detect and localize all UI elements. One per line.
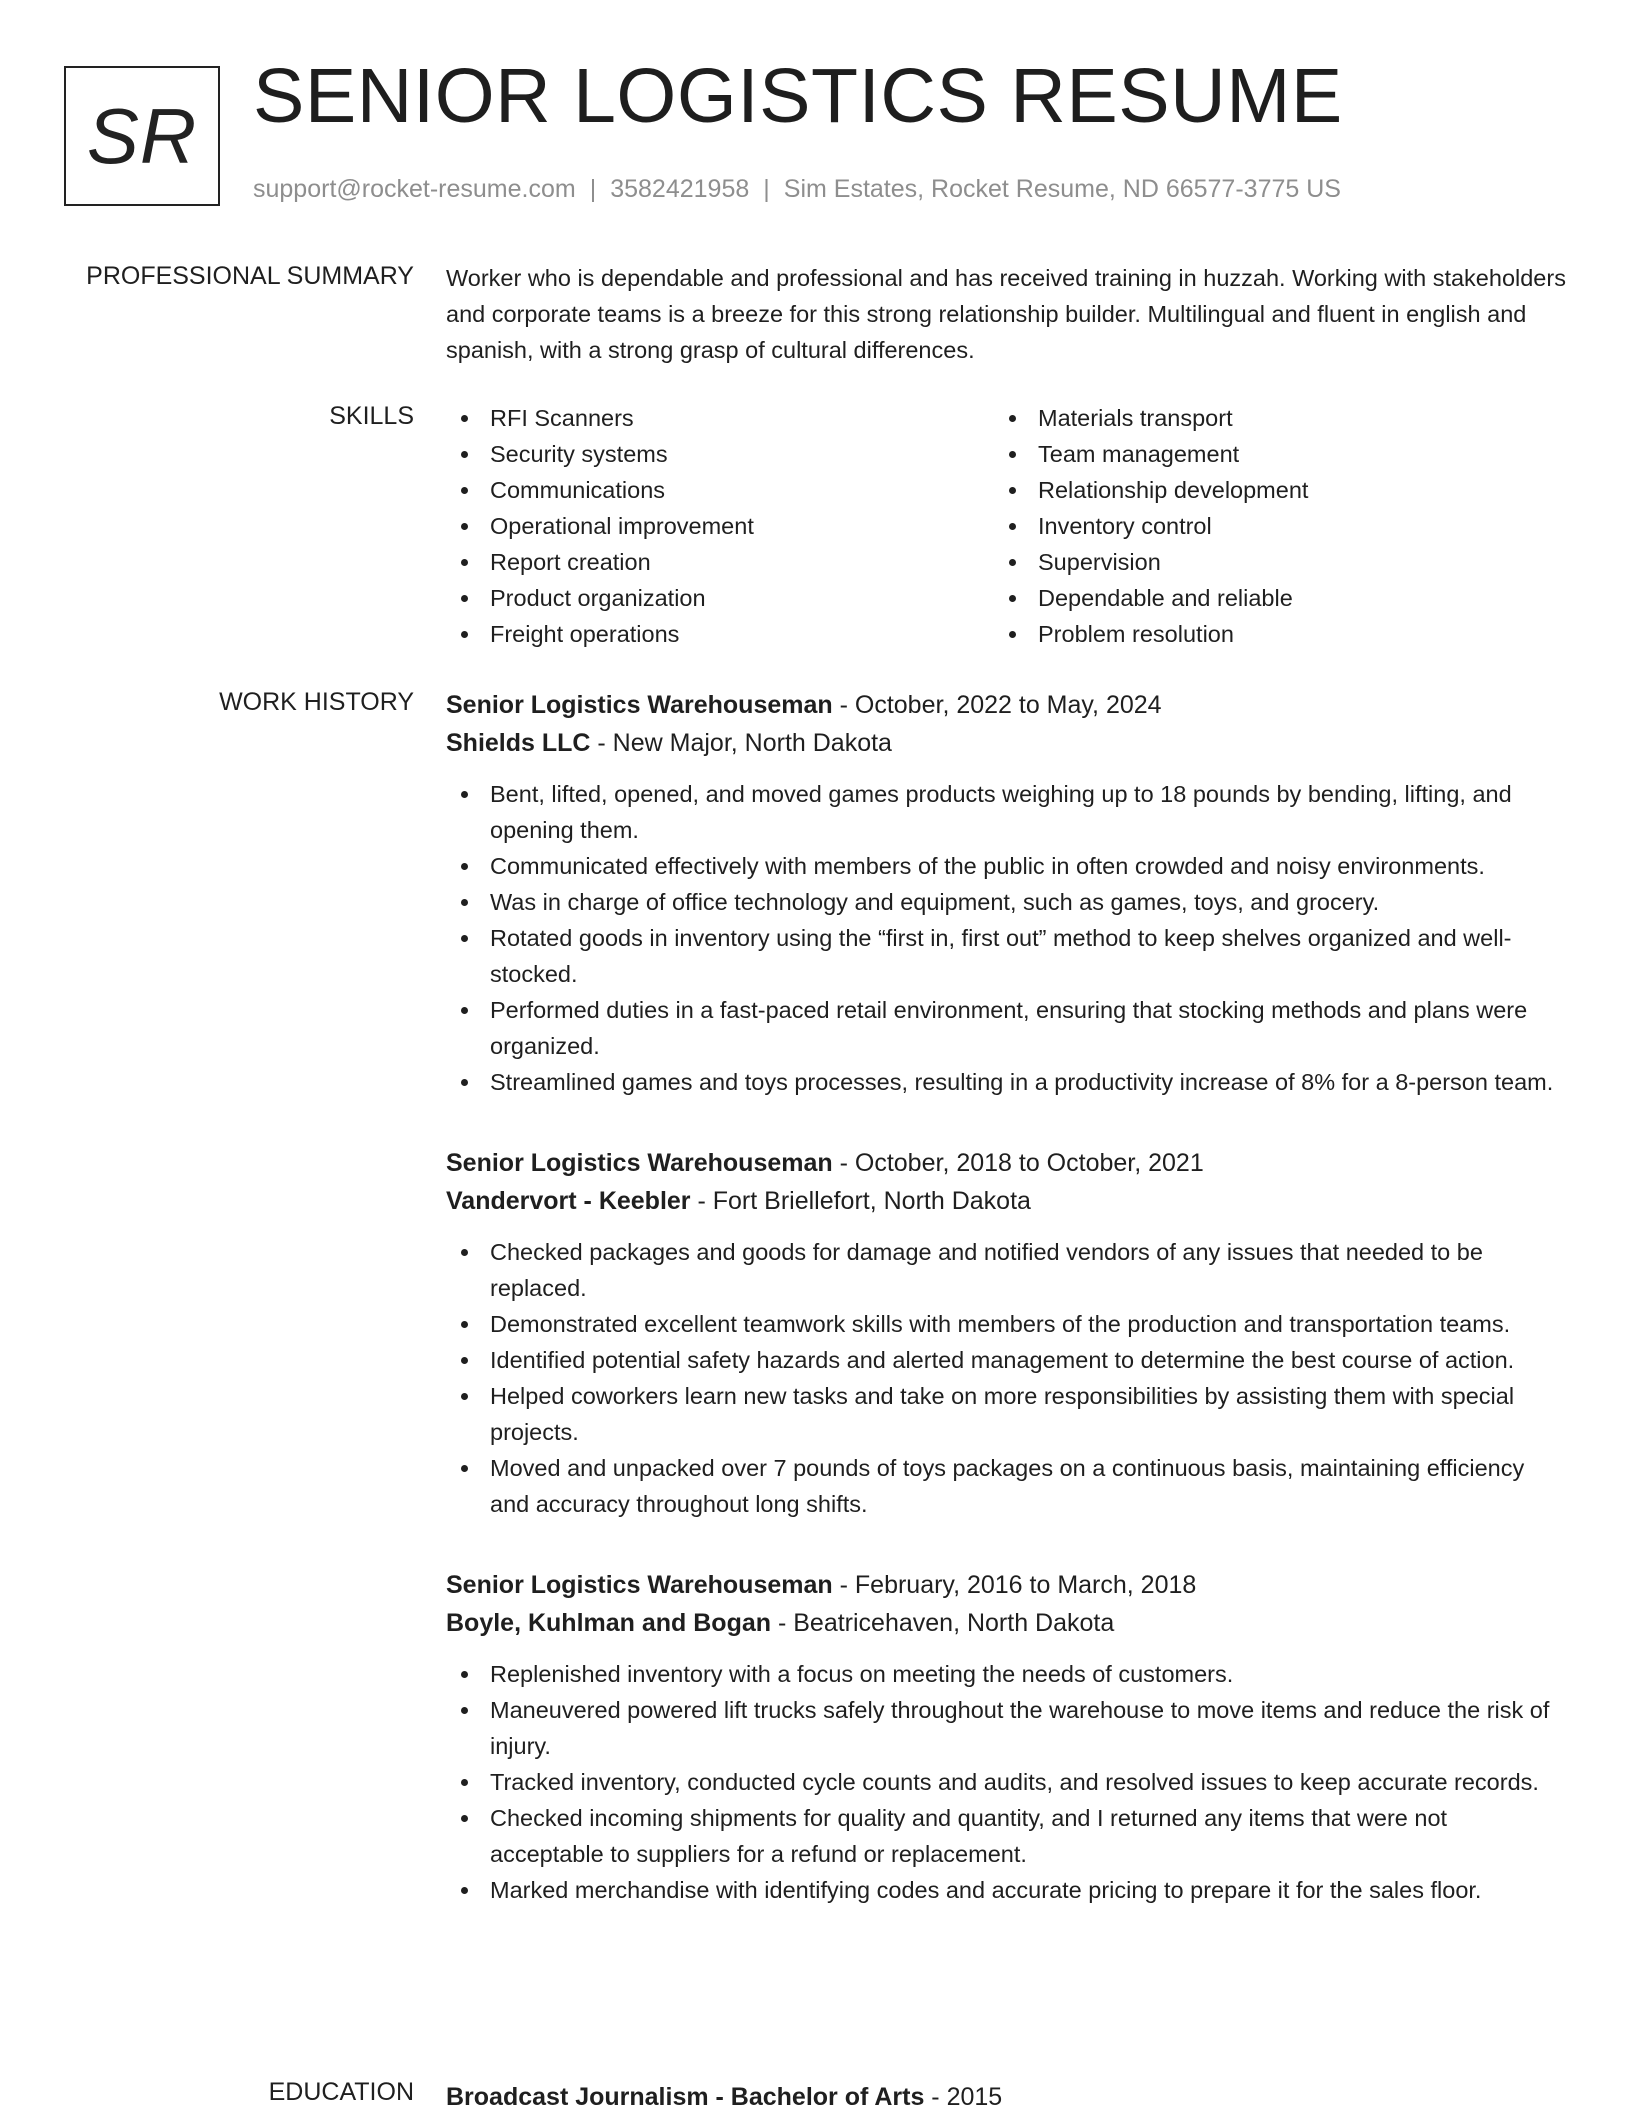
summary-text: Worker who is dependable and professional and has received training in huzzah. Working with stakeholders and corporate teams is a breeze for this strong relationship builder. Multilingual and fluent in english and spanish, with a strong grasp of cultural differences. [446,265,1566,363]
skill-item: Communications [446,472,994,508]
job-entry [446,1144,1566,1522]
job-bullet: Streamlined games and toys processes, resulting in a productivity increase of 8% for a 8-person team. [446,1064,1566,1100]
resume-title: SENIOR LOGISTICS RESUME [253,53,1343,139]
job-entry [446,1566,1566,1908]
section-label-summary: PROFESSIONAL SUMMARY [86,262,414,290]
skill-item: Problem resolution [994,616,1542,652]
skills-columns [446,400,1566,652]
job-bullets [446,1656,1566,1908]
job-bullet: Identified potential safety hazards and alerted management to determine the best course of action. [446,1342,1566,1378]
work-history-body [446,686,1566,1952]
education-degree: Broadcast Journalism - Bachelor of Arts [446,2083,925,2111]
skills-body [446,400,1566,652]
skill-item: Supervision [994,544,1542,580]
job-bullet: Tracked inventory, conducted cycle counts and audits, and resolved issues to keep accurate records. [446,1764,1566,1800]
skill-item: Team management [994,436,1542,472]
job-bullet: Performed duties in a fast-paced retail environment, ensuring that stocking methods and plans were organized. [446,992,1566,1064]
section-label-education: EDUCATION [268,2078,414,2106]
job-company: Boyle, Kuhlman and Bogan [446,1609,772,1637]
skill-item: Operational improvement [446,508,994,544]
section-label-work: WORK HISTORY [219,688,414,716]
job-company-line [446,1182,1566,1220]
job-company-line [446,1604,1566,1642]
job-bullet: Was in charge of office technology and equipment, such as games, toys, and grocery. [446,884,1566,920]
monogram-logo: SR [64,66,220,206]
job-company: Vandervort - Keebler [446,1187,691,1215]
job-bullet: Bent, lifted, opened, and moved games products weighing up to 18 pounds by bending, lifting, and opening them. [446,776,1566,848]
job-title: Senior Logistics Warehouseman [446,1149,833,1177]
contact-phone[interactable]: 3582421958 [610,175,750,203]
job-bullet: Helped coworkers learn new tasks and take on more responsibilities by assisting them with special projects. [446,1378,1566,1450]
job-bullet: Moved and unpacked over 7 pounds of toys packages on a continuous basis, maintaining efficiency and accuracy throughout long shifts. [446,1450,1566,1522]
skill-item: Security systems [446,436,994,472]
job-bullet: Marked merchandise with identifying codes and accurate pricing to prepare it for the sales floor. [446,1872,1566,1908]
job-location: - Fort Briellefort, North Dakota [690,1187,1031,1215]
job-dates: - October, 2022 to May, 2024 [832,691,1162,719]
job-title: Senior Logistics Warehouseman [446,1571,833,1599]
job-bullet: Checked incoming shipments for quality and quantity, and I returned any items that were not acceptable to suppliers for a refund or replacement. [446,1800,1566,1872]
job-bullets [446,1234,1566,1522]
job-company: Shields LLC [446,729,591,757]
contact-email[interactable]: support@rocket-resume.com [253,175,576,203]
section-label-skills: SKILLS [329,402,414,430]
job-bullet: Demonstrated excellent teamwork skills with members of the production and transportation teams. [446,1306,1566,1342]
education-entry [446,2078,1566,2116]
job-title: Senior Logistics Warehouseman [446,691,833,719]
contact-address: Sim Estates, Rocket Resume, ND 66577-3775 US [783,175,1341,203]
contact-separator: | [589,175,597,203]
job-title-line [446,1144,1566,1182]
job-bullet: Replenished inventory with a focus on meeting the needs of customers. [446,1656,1566,1692]
skill-item: Inventory control [994,508,1542,544]
skill-item: RFI Scanners [446,400,994,436]
skill-item: Dependable and reliable [994,580,1542,616]
skill-item: Freight operations [446,616,994,652]
job-dates: - October, 2018 to October, 2021 [832,1149,1204,1177]
skill-item: Report creation [446,544,994,580]
job-location: - New Major, North Dakota [590,729,892,757]
job-company-line [446,724,1566,762]
job-bullet: Checked packages and goods for damage and notified vendors of any issues that needed to be replaced. [446,1234,1566,1306]
job-bullets [446,776,1566,1100]
job-dates: - February, 2016 to March, 2018 [832,1571,1197,1599]
education-year: - 2015 [924,2083,1003,2111]
job-bullet: Rotated goods in inventory using the “first in, first out” method to keep shelves organized and well-stocked. [446,920,1566,992]
skills-column-left [446,400,994,652]
job-location: - Beatricehaven, North Dakota [771,1609,1115,1637]
contact-separator: | [763,175,770,203]
job-title-line [446,1566,1566,1604]
job-entry [446,686,1566,1100]
job-title-line [446,686,1566,724]
job-bullet: Communicated effectively with members of the public in often crowded and noisy environments. [446,848,1566,884]
skill-item: Materials transport [994,400,1542,436]
skill-item: Relationship development [994,472,1542,508]
skill-item: Product organization [446,580,994,616]
skills-column-right [994,400,1542,652]
education-body [446,2078,1566,2116]
job-bullet: Maneuvered powered lift trucks safely throughout the warehouse to move items and reduce the risk of injury. [446,1692,1566,1764]
contact-line [253,175,1341,204]
summary-body [446,260,1566,368]
